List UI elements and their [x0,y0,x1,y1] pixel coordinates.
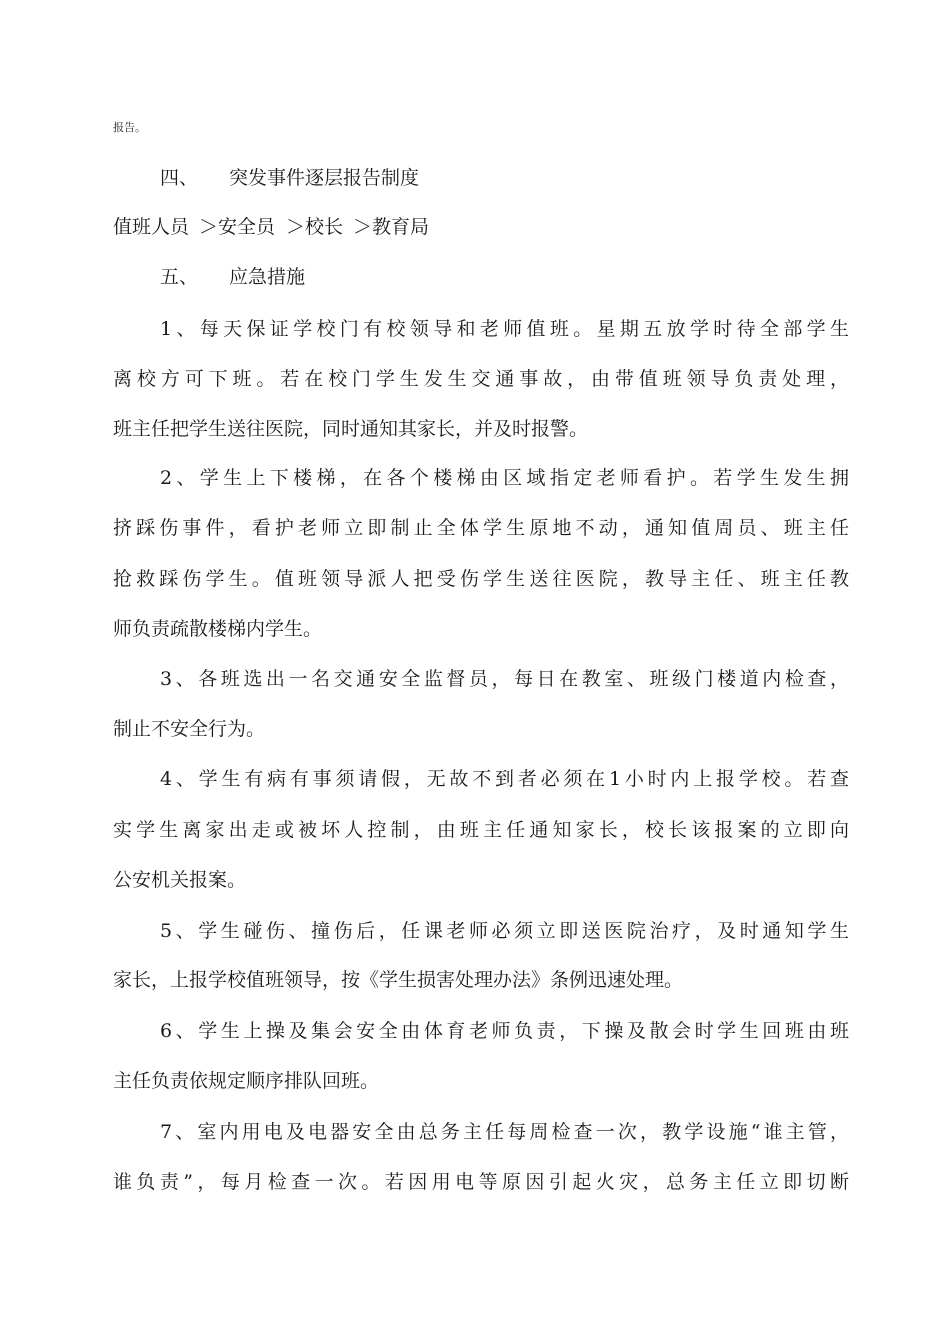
report-chain-step-2: ＞安全员 [199,216,276,238]
item-7-line-2: 谁负责”，每月检查一次。若因用电等原因引起火灾，总务主任立即切断 [113,1171,849,1193]
section-5-number: 五、 [160,266,199,288]
item-2-line-1: 2、学生上下楼梯，在各个楼梯由区域指定老师看护。若学生发生拥 [160,467,849,489]
item-1-line-1: 1、每天保证学校门有校领导和老师值班。星期五放学时待全部学生 [160,318,849,340]
item-3-line-2: 制止不安全行为。 [113,718,266,740]
item-7-line-1: 7、室内用电及电器安全由总务主任每周检查一次，教学设施“谁主管， [160,1121,849,1143]
item-6-line-1: 6、学生上操及集会安全由体育老师负责，下操及散会时学生回班由班 [160,1020,849,1042]
continued-text-fragment: 报告。 [113,121,146,134]
section-4-heading: 突发事件逐层报告制度 [229,167,420,189]
item-4-line-3: 公安机关报案。 [113,869,247,891]
item-1-line-3: 班主任把学生送往医院，同时通知其家长，并及时报警。 [113,418,589,440]
item-4-line-1: 4、学生有病有事须请假，无故不到者必须在1小时内上报学校。若查 [160,768,849,790]
item-1-line-2: 离校方可下班。若在校门学生发生交通事故，由带值班领导负责处理， [113,368,849,390]
item-4-line-2: 实学生离家出走或被坏人控制，由班主任通知家长，校长该报案的立即向 [113,819,849,841]
report-chain-step-4: ＞教育局 [353,216,430,238]
section-5-heading: 应急措施 [229,266,306,288]
item-5-line-2: 家长，上报学校值班领导，按《学生损害处理办法》条例迅速处理。 [113,969,684,991]
item-2-line-4: 师负责疏散楼梯内学生。 [113,618,323,640]
item-6-line-2: 主任负责依规定顺序排队回班。 [113,1070,380,1092]
section-4-number: 四、 [160,167,199,189]
item-2-line-2: 挤踩伤事件，看护老师立即制止全体学生原地不动，通知值周员、班主任 [113,517,849,539]
item-2-line-3: 抢救踩伤学生。值班领导派人把受伤学生送往医院，教导主任、班主任教 [113,568,849,590]
report-chain-step-3: ＞校长 [286,216,344,238]
item-3-line-1: 3、各班选出一名交通安全监督员，每日在教室、班级门楼道内检查， [160,668,849,690]
item-5-line-1: 5、学生碰伤、撞伤后，任课老师必须立即送医院治疗，及时通知学生 [160,920,849,942]
report-chain-step-1: 值班人员 [113,216,190,238]
